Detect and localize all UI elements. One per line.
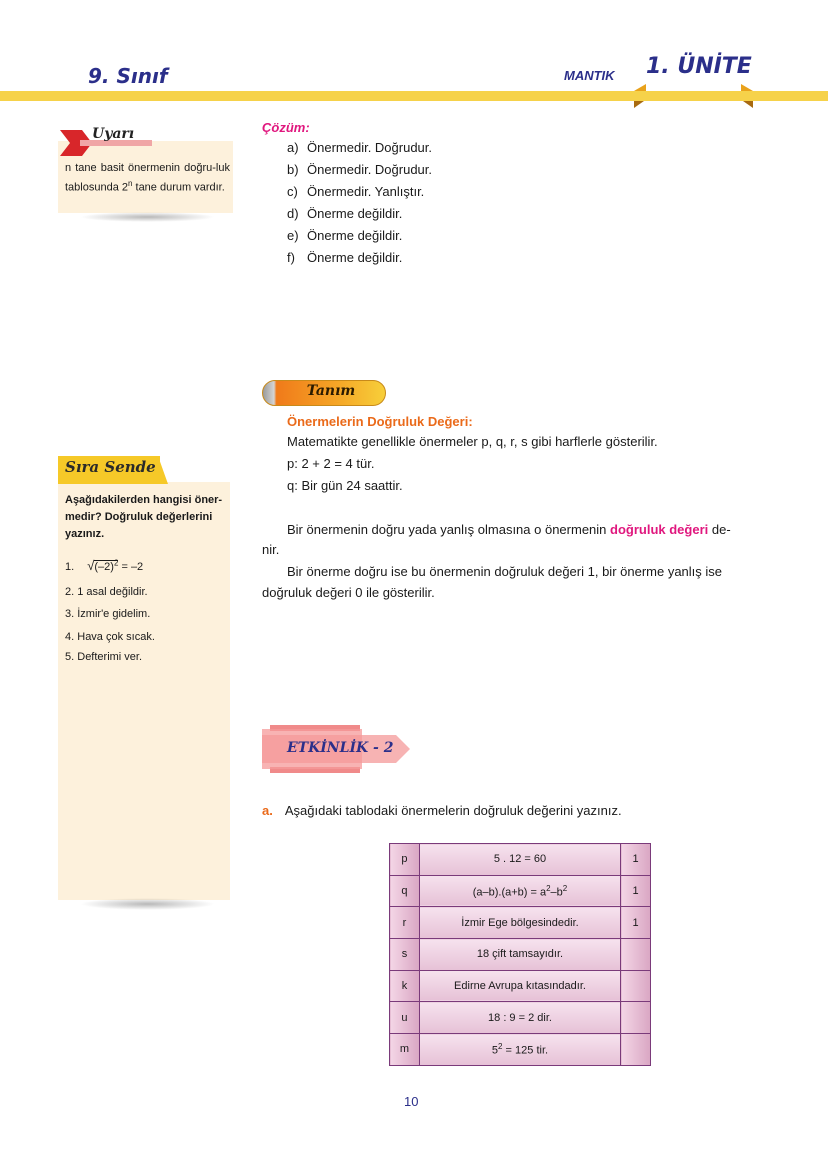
table-row [390,844,651,876]
table-cell-stmt: 18 çift tamsayıdır. [419,939,620,971]
table-row [390,970,651,1002]
tanim-para2-line2: doğruluk değeri 0 ile gösterilir. [262,585,435,600]
tanim-label: Tanım [306,383,356,399]
sira-sende-box [58,482,230,900]
cozum-item [287,140,432,155]
list-item-number: 4. [65,631,75,643]
list-item [65,586,148,598]
tanim-line1: Matematikte genellikle önermeler p, q, r, s gibi harflerle gösterilir. [287,434,658,449]
grade-label: 9. Sınıf [88,64,168,88]
table-cell-var: p [390,844,420,876]
cozum-item [287,206,402,221]
etkinlik-instruction [262,803,622,818]
cozum-item-text: Önerme değildir. [307,250,403,265]
stmt-part: (a–b).(a+b) = a [472,886,547,899]
list-item-text: Hava çok sıcak. [77,631,155,643]
table-cell-val[interactable] [621,1002,651,1034]
unit-tab-left-tail [634,101,644,108]
table-cell-stmt: 18 : 9 = 2 dir. [419,1002,620,1034]
para1-before: Bir önermenin doğru yada yanlış olmasına o önermenin [287,522,611,537]
stmt-part: –b [550,886,563,899]
table-row [390,1002,651,1034]
stmt-part: 5 [491,1044,499,1057]
table-cell-stmt: 5 . 12 = 60 [419,844,620,876]
table-row [390,875,651,907]
unit-tab-right-tail [743,101,753,108]
list-item-number: 2. [65,586,75,598]
table-cell-val[interactable]: 1 [621,907,651,939]
sqrt-exponent: 2 [113,558,119,568]
stmt-sup: 2 [562,883,568,893]
cozum-item-text: Önerme değildir. [307,228,403,243]
stmt-part: = 125 tir. [502,1044,549,1057]
table-row [390,939,651,971]
list-item-number: 3. [65,608,75,620]
tanim-para2-line1: Bir önerme doğru ise bu önermenin doğruluk değeri 1, bir önerme yanlış ise [287,564,723,579]
table-cell-var: s [390,939,420,971]
table-cell-stmt [419,1034,620,1066]
sira-sende-question: Aşağıdakilerden hangisi öner-medir? Doğruluk değerlerini yazınız. [65,494,223,540]
list-item-number: 1. [65,561,75,573]
list-item-text: Defterimi ver. [77,651,143,663]
subject-label: MANTIK [564,68,615,83]
cozum-item-letter: e) [287,228,299,243]
table-cell-var: m [390,1034,420,1066]
list-item [65,608,150,620]
cozum-item [287,228,402,243]
instruction-letter: a. [262,803,273,818]
cozum-item-text: Önermedir. Yanlıştır. [307,184,425,199]
stmt-sup: 2 [498,1042,503,1052]
list-item-text: 1 asal değildir. [77,586,148,598]
instruction-text: Aşağıdaki tablodaki önermelerin doğruluk değerini yazınız. [284,803,622,818]
sqrt-result: = –2 [118,561,144,573]
uyari-shadow [80,212,215,222]
unit-tab-right-fold [741,84,753,91]
sqrt-base: (–2) [94,561,114,573]
table-cell-val[interactable] [621,1034,651,1066]
list-item-text: İzmir'e gidelim. [77,608,151,620]
table-cell-stmt: İzmir Ege bölgesindedir. [419,907,620,939]
table-cell-var: r [390,907,420,939]
cozum-item-text: Önerme değildir. [307,206,403,221]
list-item [65,558,143,573]
cozum-item [287,162,432,177]
cozum-item-letter: c) [287,184,298,199]
tanim-para1 [287,519,753,541]
cozum-item-letter: f) [287,250,295,265]
table-cell-stmt [419,875,620,907]
uyari-text-after: tane durum vardır. [132,181,225,194]
header-bar [0,91,828,101]
table-cell-var: u [390,1002,420,1034]
table-cell-var: k [390,970,420,1002]
cozum-item-letter: d) [287,206,299,221]
list-item [65,651,142,663]
cozum-item-text: Önermedir. Doğrudur. [307,162,433,177]
cozum-item-text: Önermedir. Doğrudur. [307,140,433,155]
table-cell-val[interactable]: 1 [621,844,651,876]
para1-after: de- [708,522,731,537]
sqrt-icon: √ [87,558,95,573]
tanim-para1-cont: nir. [262,542,280,557]
table-cell-var: q [390,875,420,907]
etkinlik-label: ETKİNLİK - 2 [287,740,394,756]
sira-sende-title: Sıra Sende [65,458,156,476]
cozum-item-letter: a) [287,140,299,155]
sqrt-expression [87,558,143,573]
uyari-title: Uyarı [92,126,135,142]
sqrt-radicand [94,560,118,573]
page-number: 10 [404,1094,419,1109]
table-cell-val[interactable] [621,970,651,1002]
table-cell-stmt: Edirne Avrupa kıtasındadır. [419,970,620,1002]
tanim-line2: p: 2 + 2 = 4 tür. [287,456,375,471]
cozum-title: Çözüm: [262,120,310,135]
stmt-sup: 2 [546,883,551,893]
table-row [390,907,651,939]
uyari-text [65,160,230,196]
sira-sende-shadow [80,898,215,910]
list-item [65,631,155,643]
uyari-superscript: n [128,179,133,188]
tanim-line3: q: Bir gün 24 saattir. [287,478,403,493]
unit-label: 1. ÜNİTE [646,54,752,79]
unit-tab-left-fold [634,84,646,91]
table-cell-val[interactable]: 1 [621,875,651,907]
sira-sende-tab-edge [158,456,168,484]
cozum-item-letter: b) [287,162,299,177]
para1-highlight: doğruluk değeri [610,522,709,537]
truth-table [389,843,651,1066]
table-row [390,1034,651,1066]
cozum-item [287,250,402,265]
table-cell-val[interactable] [621,939,651,971]
uyari-text-before: n tane basit önermenin doğru-luk tablosunda 2 [65,162,230,194]
cozum-item [287,184,424,199]
list-item-number: 5. [65,651,75,663]
tanim-heading: Önermelerin Doğruluk Değeri: [287,414,473,429]
